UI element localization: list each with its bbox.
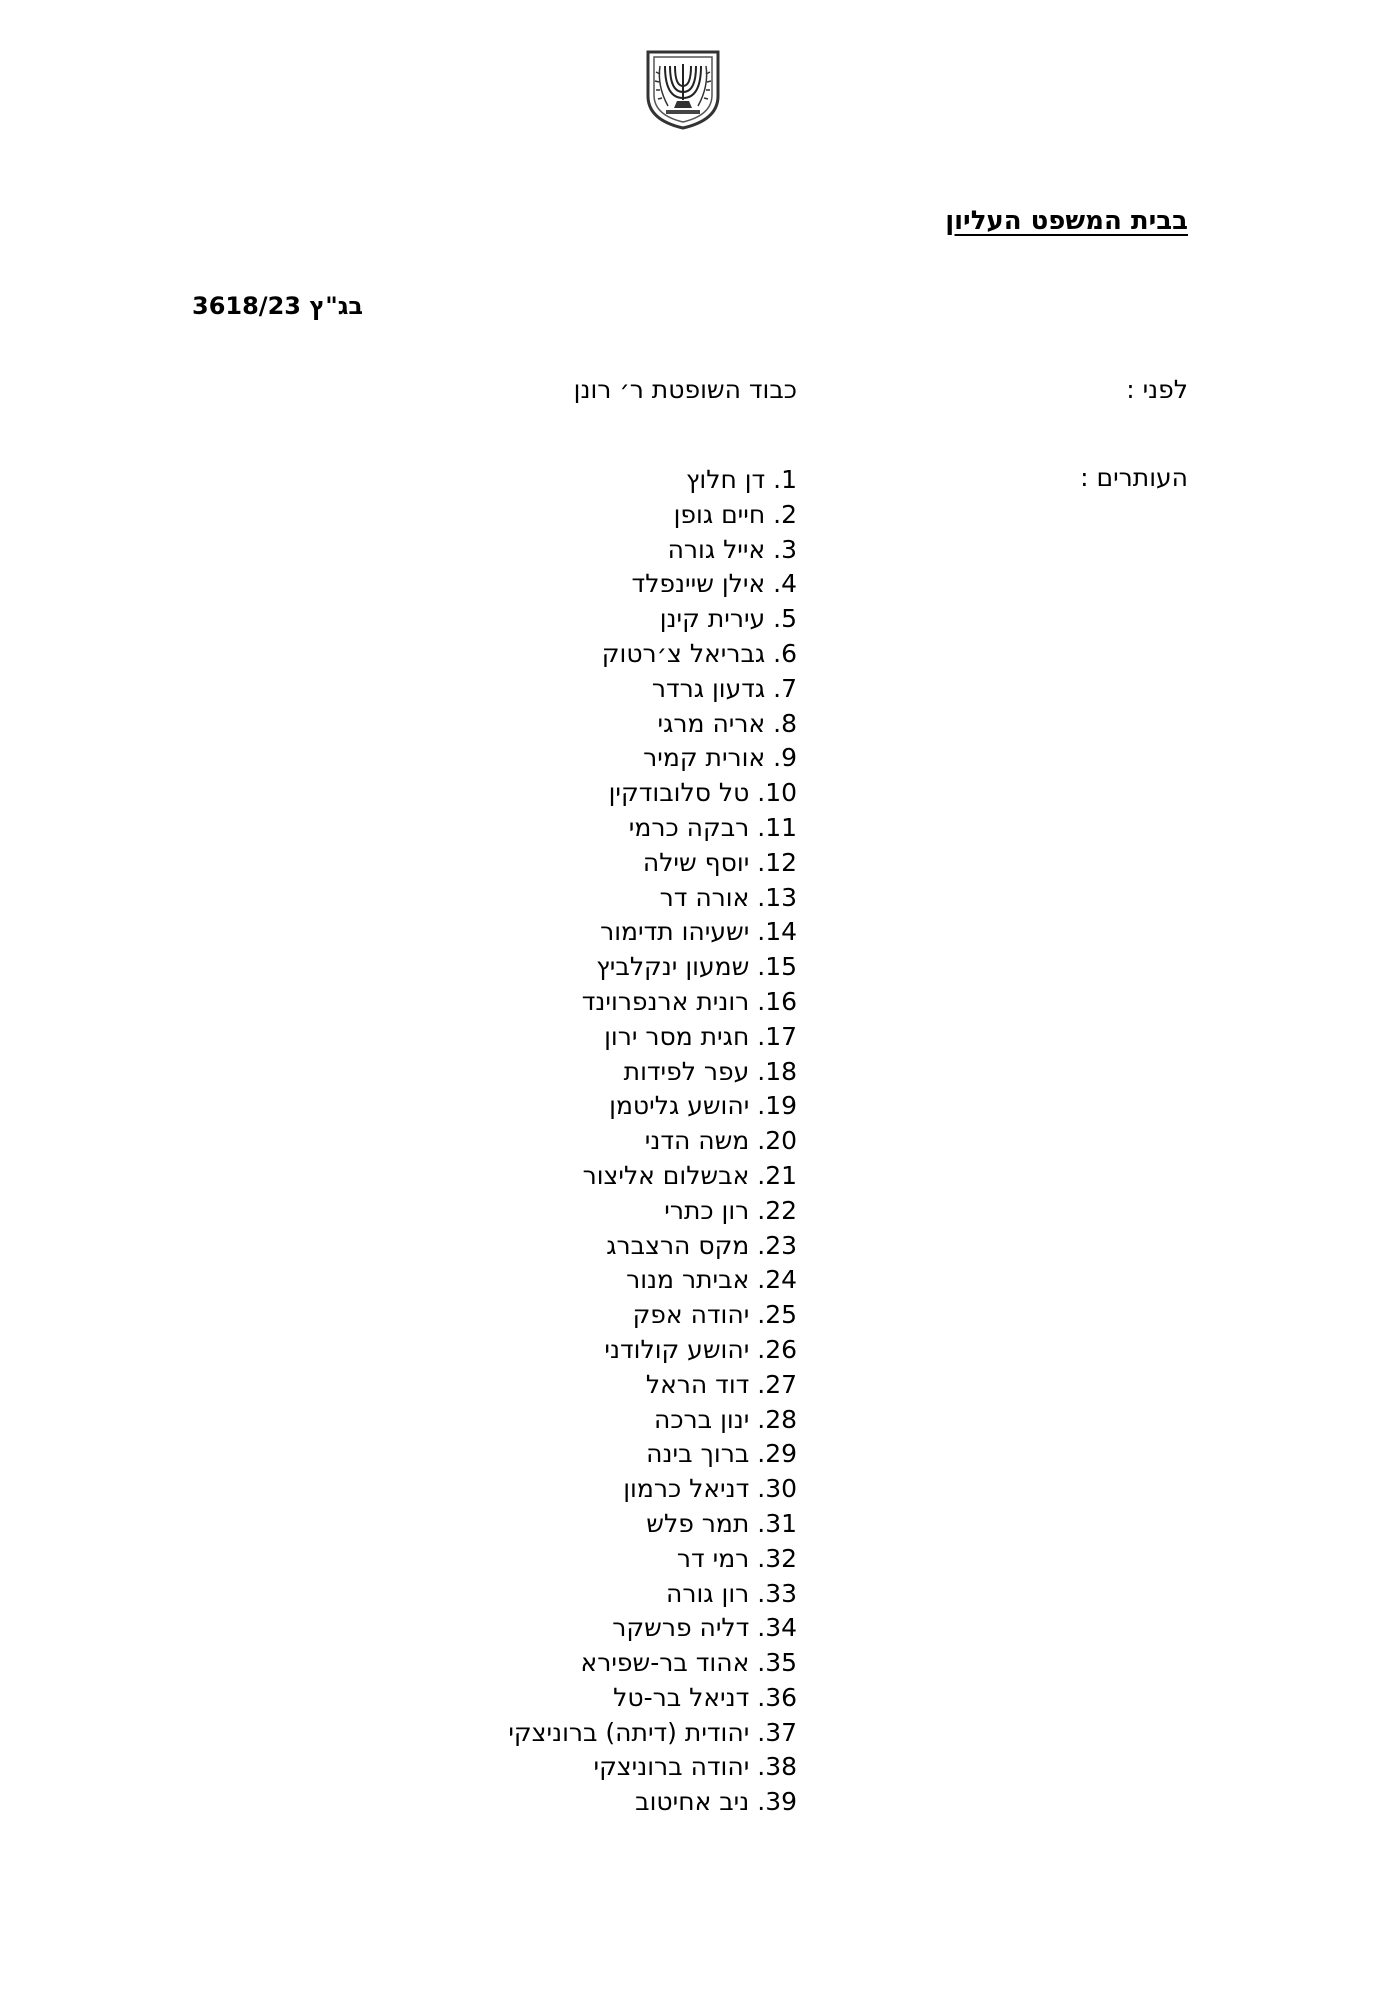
list-item: 25. יהודה אפק bbox=[632, 1300, 797, 1330]
list-item: 13. אורה דר bbox=[659, 882, 797, 912]
list-item: 10. טל סלובודקין bbox=[608, 778, 797, 808]
petitioners-label: העותרים : bbox=[1080, 463, 1188, 492]
judge-name: כבוד השופטת ר׳ רונן bbox=[573, 375, 797, 404]
list-item: 33. רון גורה bbox=[666, 1578, 797, 1608]
list-item: 18. עפר לפידות bbox=[623, 1056, 797, 1086]
court-title: בבית המשפט העליון bbox=[945, 206, 1188, 236]
list-item: 29. ברוך בינה bbox=[646, 1439, 797, 1469]
petitioners-list bbox=[377, 463, 797, 1820]
list-item: 11. רבקה כרמי bbox=[628, 812, 797, 842]
list-item: 6. גבריאל צ׳רטוק bbox=[601, 638, 797, 668]
list-item: 2. חיים גופן bbox=[673, 499, 797, 529]
state-emblem-icon bbox=[640, 46, 726, 132]
list-item: 31. תמר פלש bbox=[646, 1508, 797, 1538]
list-item: 23. מקס הרצברג bbox=[606, 1230, 797, 1260]
list-item: 5. עירית קינן bbox=[659, 604, 797, 634]
list-item: 30. דניאל כרמון bbox=[623, 1474, 797, 1504]
list-item: 27. דוד הראל bbox=[645, 1369, 797, 1399]
list-item: 20. משה הדני bbox=[644, 1126, 797, 1156]
list-item: 38. יהודה ברוניצקי bbox=[593, 1752, 797, 1782]
list-item: 15. שמעון ינקלביץ bbox=[596, 952, 797, 982]
list-item: 8. אריה מרגי bbox=[657, 708, 797, 738]
list-item: 14. ישעיהו תדימור bbox=[600, 917, 797, 947]
list-item: 36. דניאל בר-טל bbox=[613, 1682, 797, 1712]
list-item: 12. יוסף שילה bbox=[642, 847, 797, 877]
list-item: 1. דן חלוץ bbox=[685, 465, 797, 494]
list-item: 4. אילן שיינפלד bbox=[631, 569, 797, 599]
list-item: 32. רמי דר bbox=[676, 1543, 797, 1573]
list-item: 3. אייל גורה bbox=[667, 534, 797, 564]
list-item: 16. רונית ארנפרוינד bbox=[581, 986, 797, 1016]
list-item: 37. יהודית (דיתה) ברוניצקי bbox=[508, 1717, 797, 1747]
list-item: 19. יהושע גליטמן bbox=[609, 1091, 797, 1121]
list-item: 28. ינון ברכה bbox=[654, 1404, 797, 1434]
list-item: 22. רון כתרי bbox=[664, 1195, 797, 1225]
list-item: 9. אורית קמיר bbox=[643, 743, 797, 773]
list-item: 24. אביתר מנור bbox=[626, 1265, 797, 1295]
before-label: לפני : bbox=[1126, 375, 1188, 404]
list-item: 35. אהוד בר-שפירא bbox=[580, 1648, 797, 1678]
list-item: 21. אבשלום אליצור bbox=[582, 1160, 797, 1190]
case-number: בג"ץ 3618/23 bbox=[192, 292, 364, 320]
list-item: 17. חגית מסר ירון bbox=[604, 1021, 797, 1051]
list-item: 26. יהושע קולודני bbox=[604, 1334, 797, 1364]
list-item: 7. גדעון גרדר bbox=[651, 673, 797, 703]
list-item: 39. ניב אחיטוב bbox=[635, 1787, 797, 1817]
list-item: 34. דליה פרשקר bbox=[612, 1613, 797, 1643]
